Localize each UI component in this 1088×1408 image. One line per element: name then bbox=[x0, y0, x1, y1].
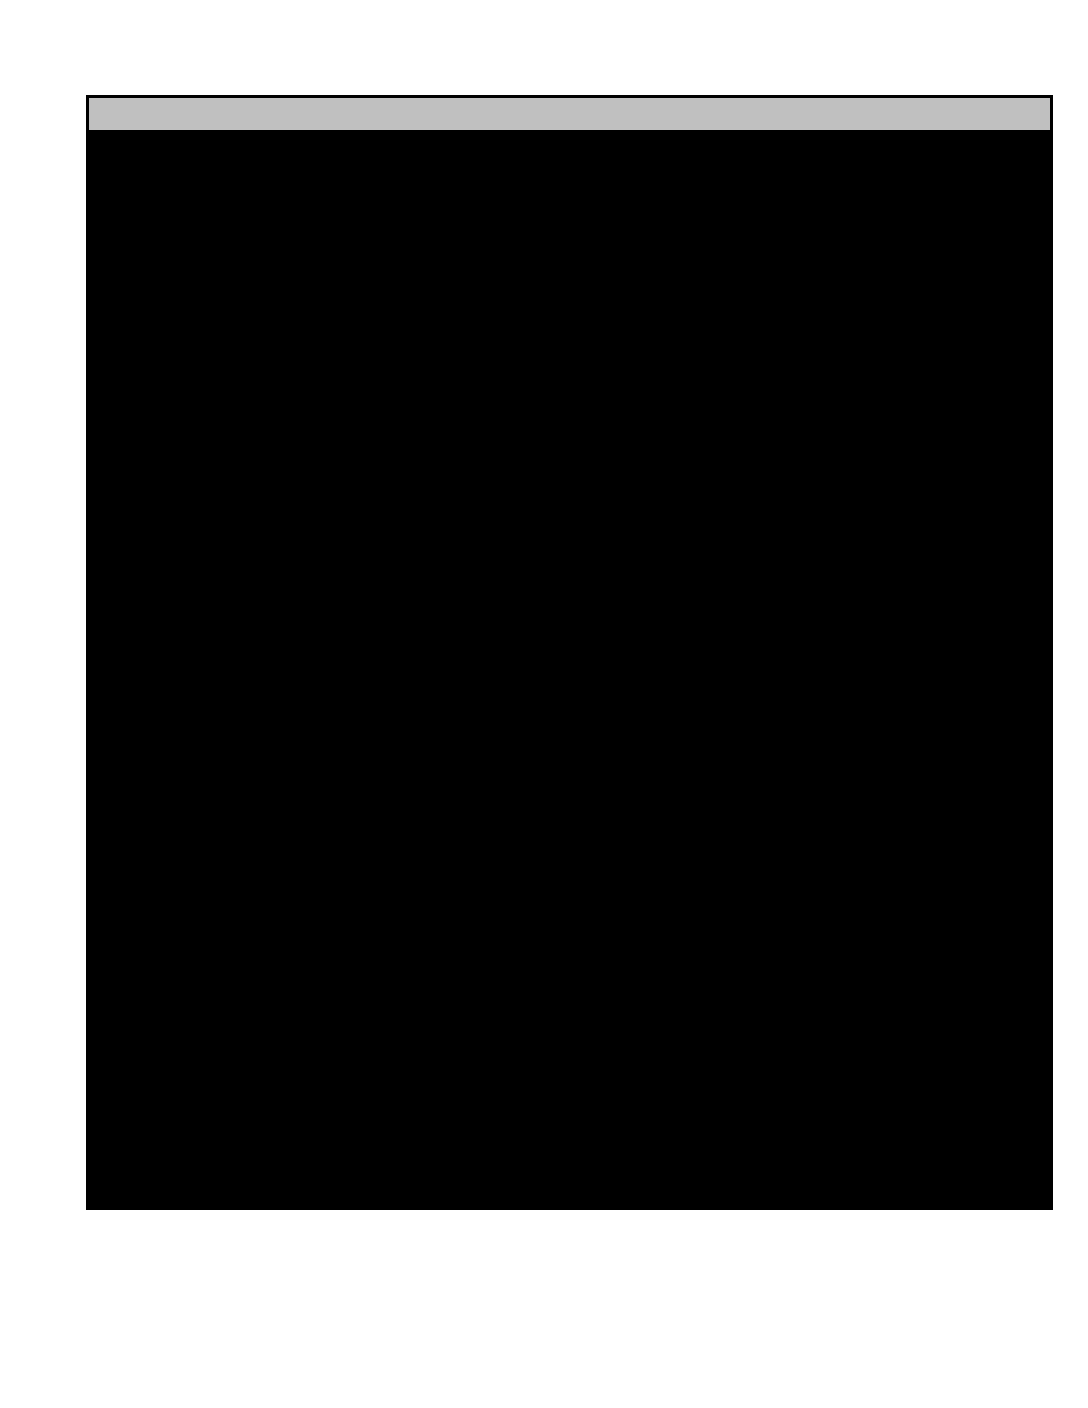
footer-row bbox=[89, 98, 1050, 129]
schedule-table bbox=[86, 95, 1053, 1210]
field-header-row bbox=[89, 133, 1050, 225]
